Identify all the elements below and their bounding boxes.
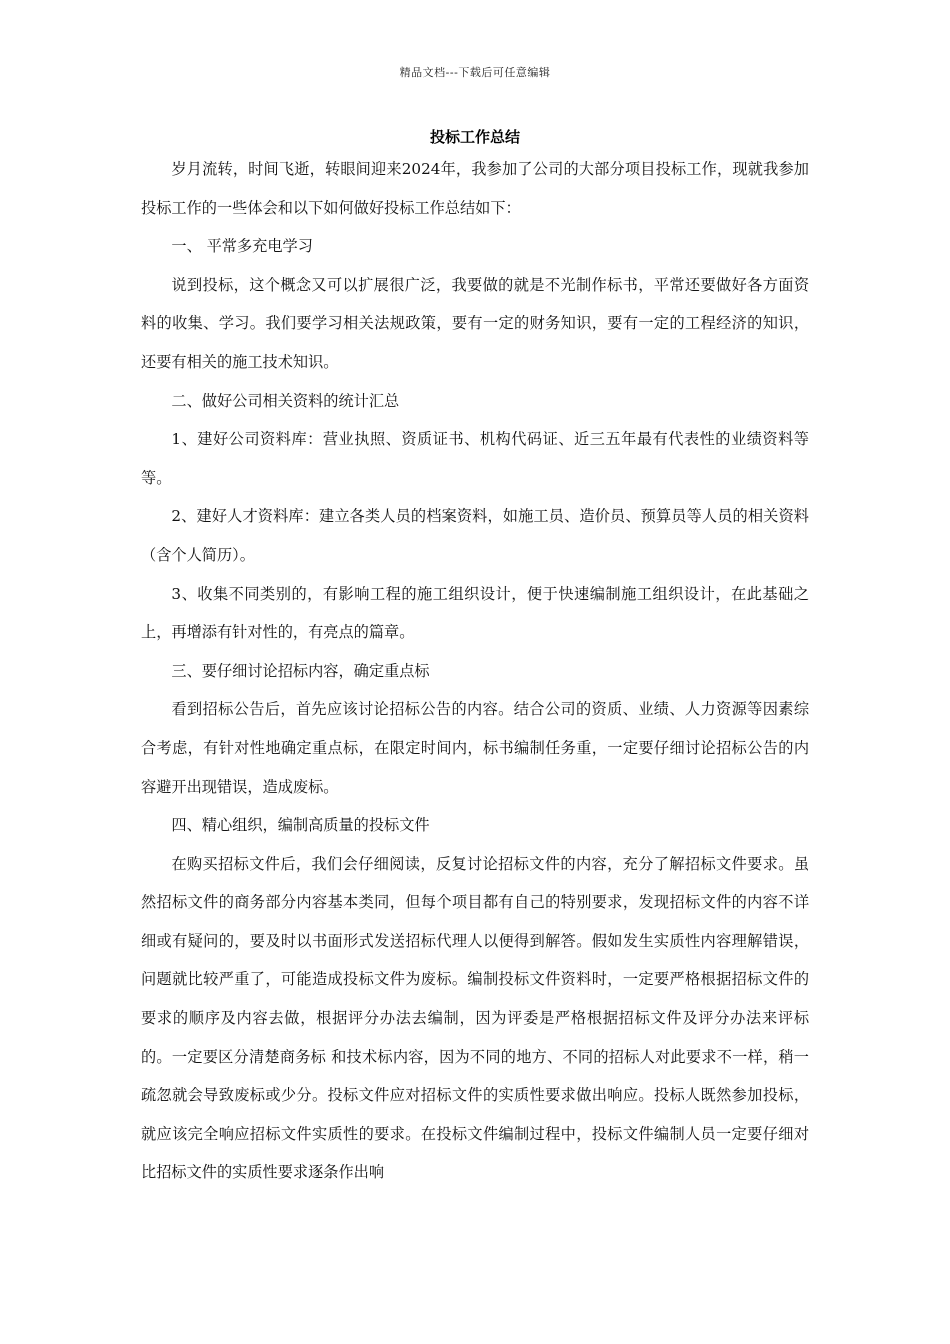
list-item: 1、建好公司资料库：营业执照、资质证书、机构代码证、近三五年最有代表性的业绩资料等等。 [141, 430, 809, 487]
paragraph: 在购买招标文件后，我们会仔细阅读，反复讨论招标文件的内容，充分了解招标文件要求。虽然招标文件的商务部分内容基本类同，但每个项目都有自己的特别要求，发现招标文件的内容不详细或有疑问的，要及时以书面形式发送招标代理人以便得到解答。假如发生实质性内容理解错误，问题就比较严重了，可能造成投标文件为废标。编制投标文件资料时，一定要严格根据招标文件的要求的顺序及内容去做，根据评分办法去编制，因为评委是严格根据招标文件及评分办法来评标的。一定要区分清楚商务标 和技术标内容，因为不同的地方、不同的招标人对此要求不一样，稍一疏忽就会导致废标或少分。投标文件应对招标文件的实质性要求做出响应。投标人既然参加投标，就应该完全响应招标文件实质性的要求。在投标文件编制过程中，投标文件编制人员一定要仔细对比招标文件的实质性要求逐条作出响 [141, 854, 809, 1182]
document-body [141, 150, 809, 1192]
section-heading-4: 四、精心组织，编制高质量的投标文件 [171, 816, 430, 835]
section-heading-1: 一、 平常多充电学习 [171, 237, 313, 256]
paragraph: 说到投标，这个概念又可以扩展很广泛，我要做的就是不光制作标书，平常还要做好各方面资料的收集、学习。我们要学习相关法规政策，要有一定的财务知识，要有一定的工程经济的知识，还要有相关的施工技术知识。 [141, 275, 809, 371]
document-title: 投标工作总结 [429, 128, 520, 146]
paragraph: 看到招标公告后，首先应该讨论招标公告的内容。结合公司的资质、业绩、人力资源等因素综合考虑，有针对性地确定重点标，在限定时间内，标书编制任务重，一定要仔细讨论招标公告的内容避开出现错误，造成废标。 [141, 700, 809, 796]
list-item: 3、收集不同类别的，有影响工程的施工组织设计，便于快速编制施工组织设计，在此基础之上，再增添有针对性的，有亮点的篇章。 [141, 584, 809, 642]
page-header: 精品文档---下载后可任意编辑 [399, 66, 551, 79]
section-heading-2: 二、做好公司相关资料的统计汇总 [171, 391, 400, 410]
paragraph-intro: 岁月流转，时间飞逝，转眼间迎来2024年，我参加了公司的大部分项目投标工作，现就我参加投标工作的一些体会和以下如何做好投标工作总结如下： [141, 160, 809, 217]
section-heading-3: 三、要仔细讨论招标内容，确定重点标 [171, 661, 430, 680]
list-item: 2、建好人才资料库：建立各类人员的档案资料，如施工员、造价员、预算员等人员的相关资料（含个人简历）。 [141, 507, 809, 564]
